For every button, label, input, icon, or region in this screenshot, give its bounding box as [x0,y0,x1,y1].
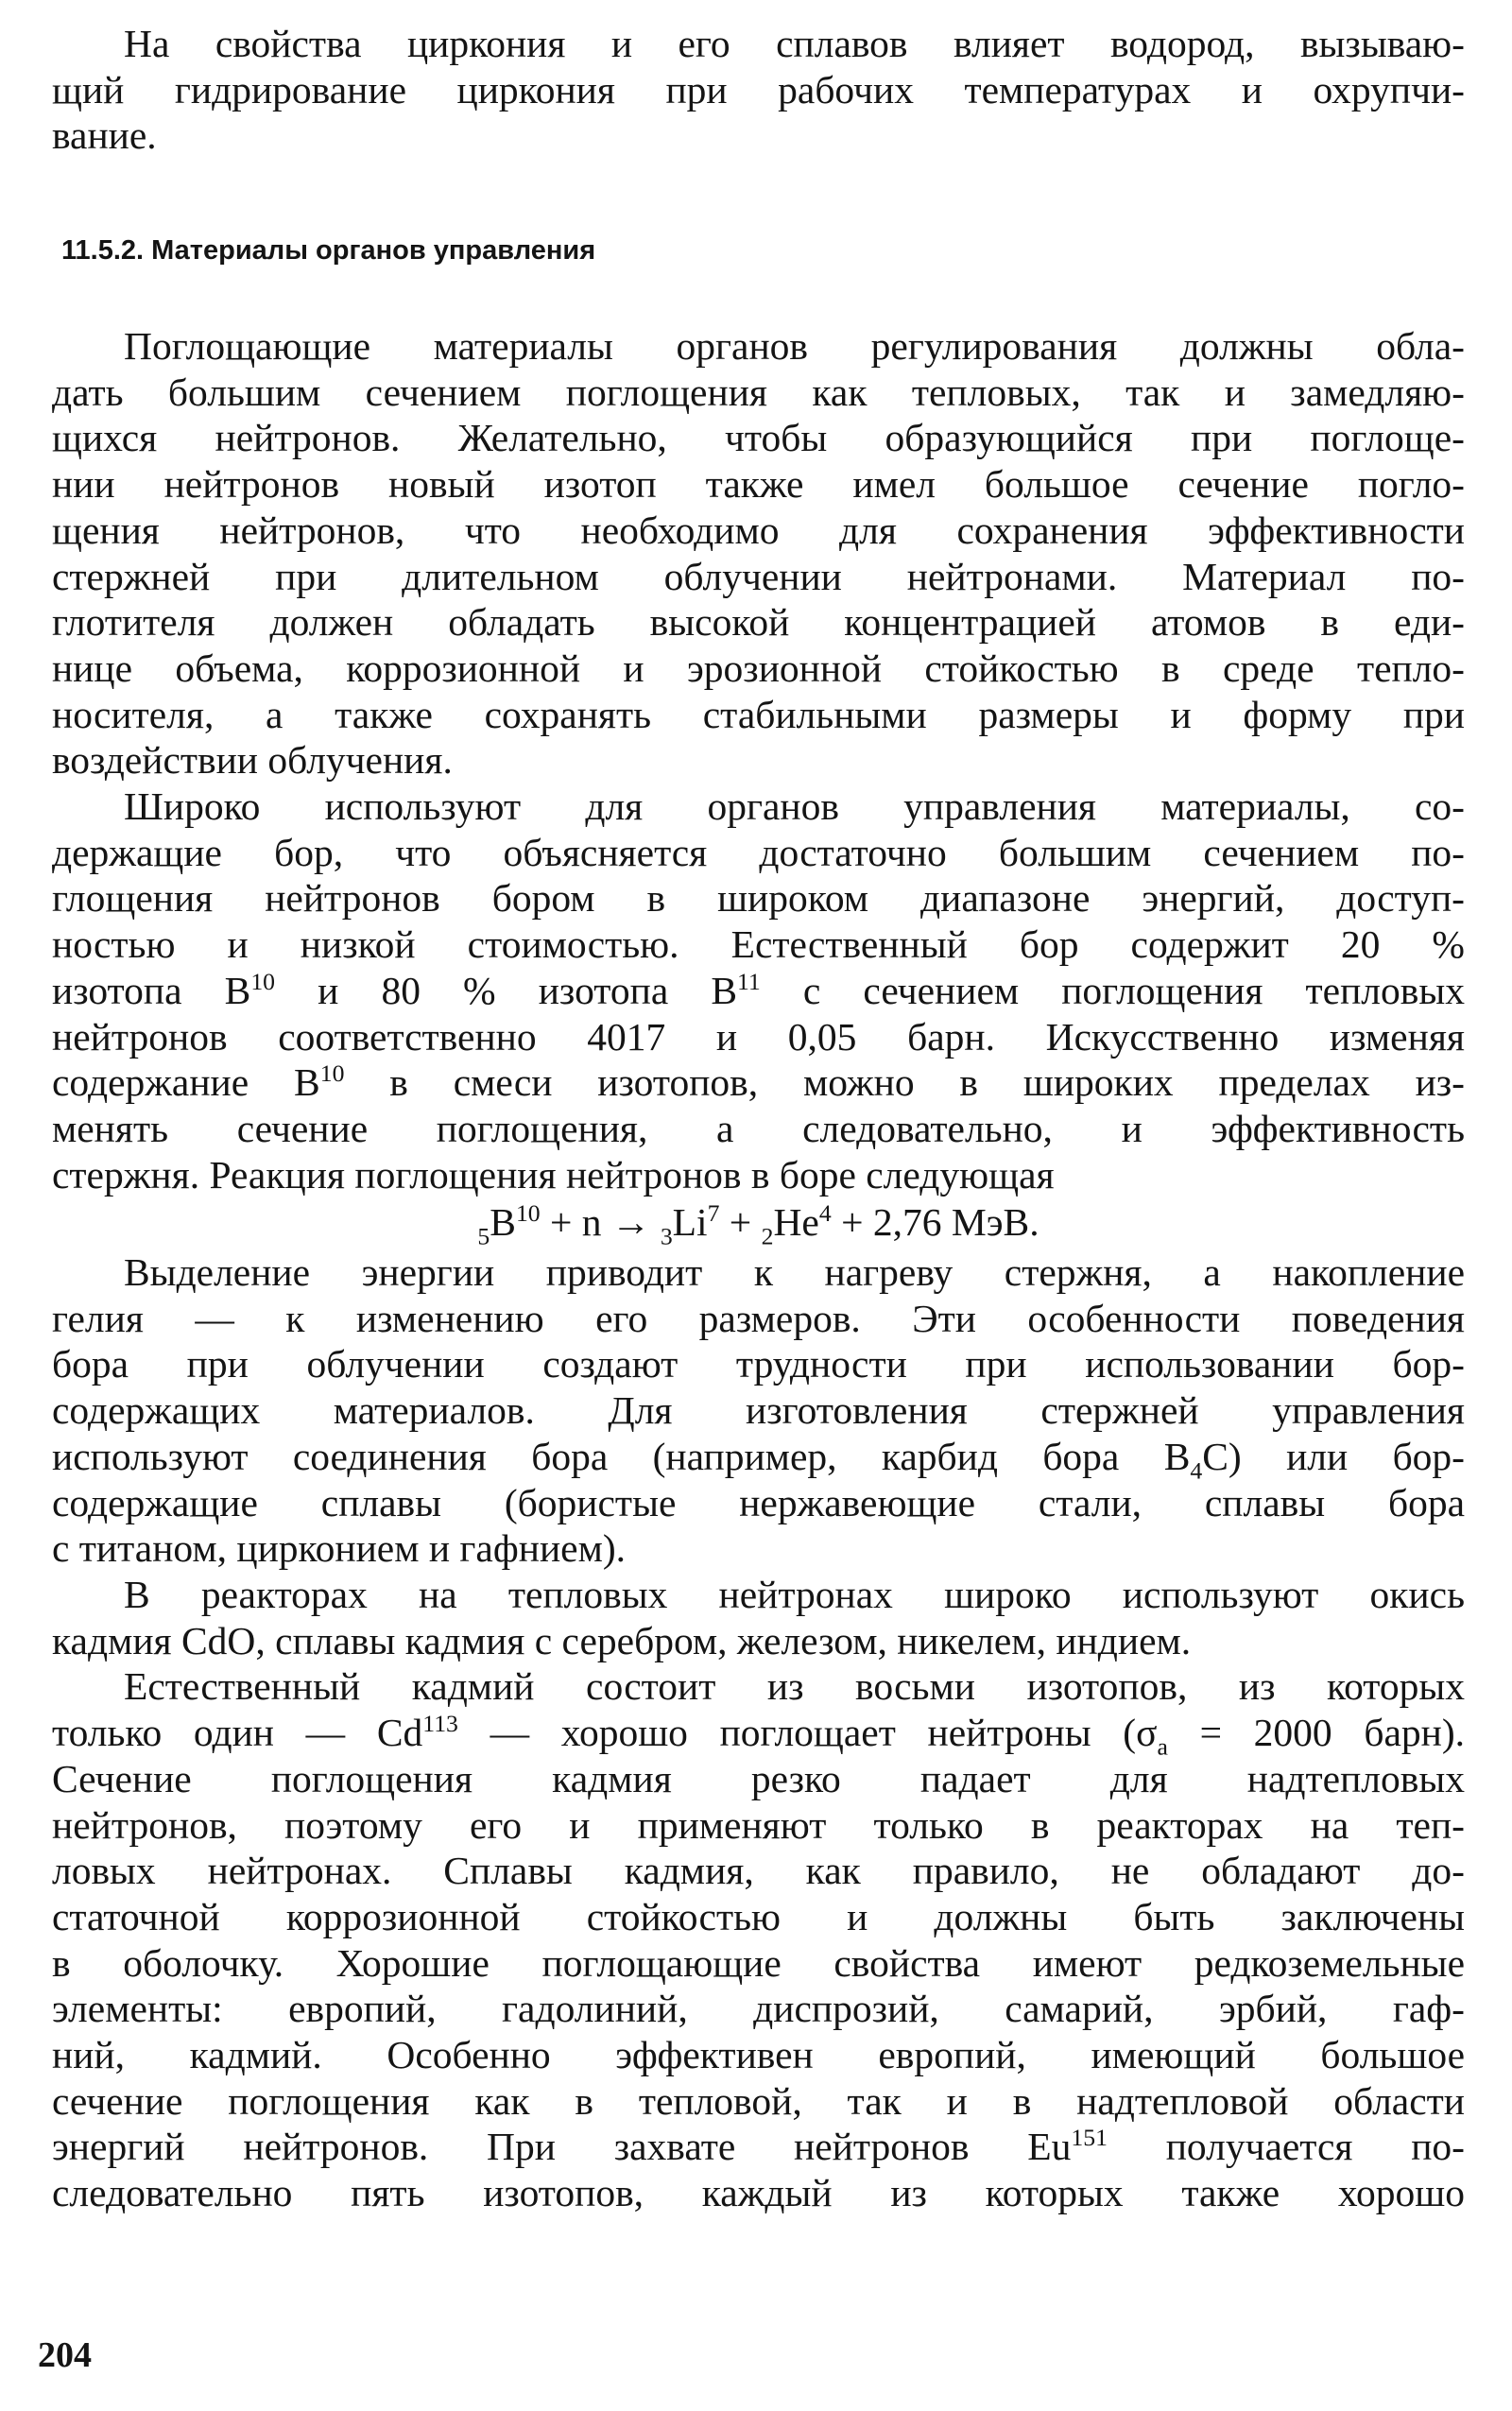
text-line: элементы: европий, гадолиний, диспрозий, самарий, эрбий, гаф- [52,1987,1465,2031]
text-line: сечение поглощения как в тепловой, так и в надтепловой области [52,2078,1465,2123]
section-heading: 11.5.2. Материалы органов управления [61,235,596,266]
text-fragment: и 80 % изотопа B [275,968,738,1012]
text-line: нейтронов соответственно 4017 и 0,05 барн. Искусственно изменяя [52,1014,1465,1059]
subscript: a [1157,1732,1168,1761]
intro-paragraph [52,21,1465,159]
paragraph-cadmium-oxide [52,1572,1465,1663]
formula-text: + [719,1200,762,1245]
text-line: В реакторах на тепловых нейтронах широко используют окись [124,1572,1465,1616]
text-line: нице объема, коррозионной и эрозионной стойкостью в среде тепло- [52,646,1465,690]
page-number: 204 [38,2335,92,2375]
text-line: щихся нейтронов. Желательно, чтобы образующийся при поглоще- [52,416,1465,460]
text-line: стержней при длительном облучении нейтронами. Материал по- [52,554,1465,598]
formula-superscript: 10 [515,1199,541,1228]
text-line: бора при облучении создают трудности при использовании бор- [52,1342,1465,1386]
text-line: Естественный кадмий состоит из восьми изотопов, из которых [124,1664,1465,1709]
text-line: нии нейтронов новый изотоп также имел большое сечение погло- [52,462,1465,507]
text-fragment: с сечением поглощения тепловых [760,968,1465,1012]
text-line: носителя, а также сохранять стабильными размеры и форму при [52,692,1465,736]
text-line: Выделение энергии приводит к нагреву стержня, а накопление [124,1250,1465,1295]
text-line: щий гидрирование циркония при рабочих температурах и охрупчи- [52,67,1465,112]
text-line: содержащих материалов. Для изготовления стержней управления [52,1388,1465,1433]
text-line: следовательно пять изотопов, каждый из которых также хорошо [52,2171,1465,2215]
text-line: статочной коррозионной стойкостью и должны быть заключены [52,1894,1465,1938]
text-line: стержня. Реакция поглощения нейтронов в боре следующая [52,1152,1055,1197]
text-fragment: только один — Cd [52,1711,423,1755]
text-line: На свойства циркония и его сплавов влияет водород, вызываю- [124,22,1465,65]
text-fragment: изотопа B [52,968,251,1012]
subscript: 4 [1190,1456,1203,1485]
superscript: 113 [422,1710,458,1738]
text-fragment: используют соединения бора (например, карбид бора B [52,1434,1191,1478]
superscript: 11 [737,968,761,996]
text-fragment: энергий нейтронов. При захвате нейтронов Eu [52,2125,1072,2169]
text-fragment: в смеси изотопов, можно в широких пределах из- [344,1060,1465,1105]
text-line: Сечение поглощения кадмия резко падает для надтепловых [52,1756,1465,1800]
text-line: держащие бор, что объясняется достаточно большим сечением по- [52,830,1465,874]
text-line: с титаном, цирконием и гафнием). [52,1526,627,1571]
text-line: Поглощающие материалы органов регулирования должны обла- [124,324,1465,368]
text-line [52,1710,1466,1761]
text-line: щения нейтронов, что необходимо для сохранения эффективности [52,508,1465,552]
text-fragment: — хорошо поглощает нейтроны (σ [457,1711,1158,1755]
text-line [52,1434,1465,1485]
text-line: Широко используют для органов управления материалы, со- [124,784,1465,829]
paragraph-absorbing-materials [52,323,1465,784]
text-line: нейтронов, поэтому его и применяют только в реакторах на теп- [52,1802,1465,1847]
text-line: в оболочку. Хорошие поглощающие свойства имеют редкоземельные [52,1940,1465,1985]
text-line: ний, кадмий. Особенно эффективен европий, имеющий большое [52,2033,1465,2077]
text-line: ловых нейтронах. Сплавы кадмия, как правило, не обладают до- [52,1849,1465,1893]
main-text [52,323,1465,2216]
formula-text: Li [672,1200,708,1245]
superscript: 10 [250,968,276,996]
text-line: менять сечение поглощения, а следовательно, и эффективность [52,1106,1465,1150]
formula-subscript: 3 [660,1222,673,1250]
text-line [52,2124,1465,2170]
paragraph-boron [52,784,1465,1197]
formula-superscript: 7 [707,1199,720,1228]
formula-subscript: 5 [477,1222,490,1250]
text-fragment: получается по- [1107,2125,1465,2169]
text-line: содержащие сплавы (бористые нержавеющие стали, сплавы бора [52,1480,1465,1524]
text-fragment: содержание B [52,1060,320,1105]
formula-superscript: 4 [818,1199,832,1228]
text-line: кадмия CdO, сплавы кадмия с серебром, железом, никелем, индием. [52,1618,1192,1662]
paragraph-energy-release [52,1249,1465,1572]
formula-text: + 2,76 МэВ. [831,1200,1040,1245]
text-line: глотителя должен обладать высокой концентрацией атомов в еди- [52,600,1465,645]
text-fragment: = 2000 барн). [1167,1711,1466,1755]
text-line: глощения нейтронов бором в широком диапазоне энергий, доступ- [52,876,1465,921]
text-line [52,968,1465,1014]
reaction-formula [52,1199,1465,1250]
text-line: ностью и низкой стоимостью. Естественный бор содержит 20 % [52,922,1465,967]
formula-text: + n → [540,1200,661,1245]
text-line: гелия — к изменению его размеров. Эти особенности поведения [52,1296,1465,1340]
text-line: воздействии облучения. [52,738,453,783]
superscript: 10 [319,1059,345,1088]
paragraph-natural-cadmium [52,1663,1465,2215]
formula-text: He [773,1200,819,1245]
text-line [52,1059,1465,1106]
formula-text: B [490,1200,516,1245]
text-line: вание. [52,113,157,158]
superscript: 151 [1071,2124,1108,2152]
text-fragment: C) или бор- [1202,1434,1465,1478]
formula-subscript: 2 [761,1222,774,1250]
text-line: дать большим сечением поглощения как тепловых, так и замедляю- [52,370,1465,414]
